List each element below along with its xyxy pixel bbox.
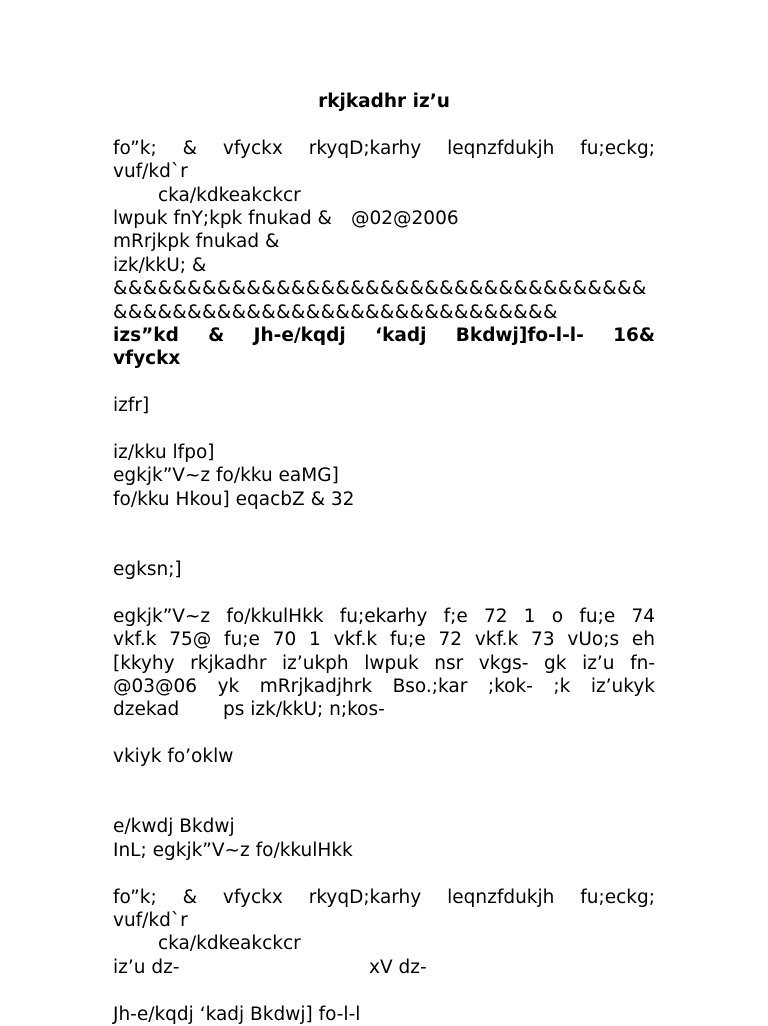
copy-to-line-3: fo/kku Hkou] eqacbZ & 32 — [113, 488, 355, 510]
spacer — [113, 371, 655, 394]
body-line-4: @03@06 yk mRrjkadjhrk Bso.;kar ;kok- ;k iz’ukyk — [113, 676, 655, 698]
spacer — [113, 511, 655, 534]
spacer — [113, 862, 655, 885]
ampersand-divider-1: &&&&&&&&&&&&&&&&&&&&&&&&&&&&&&&&&&&& — [113, 278, 647, 300]
signature-name: e/kwdj Bkdwj — [113, 816, 235, 838]
footer-subject-line-2: vuf/kd`r — [113, 910, 188, 932]
reply-date-label: mRrjkpk fnukad & — [113, 231, 280, 253]
subject-line-2: vuf/kd`r — [113, 161, 188, 183]
copy-to-line-1: iz/kku lfpo] — [113, 442, 215, 464]
file-label: izk/kkU; & — [113, 254, 207, 276]
question-line-1: izs”kd & Jh-e/kqdj ‘kadj Bkdwj]fo-l-l- 16& — [113, 325, 655, 347]
footer-last-line: Jh-e/kqdj ‘kadj Bkdwj] fo-l-l — [113, 1003, 361, 1025]
spacer — [113, 418, 655, 441]
body-line-5-start: dzekad — [113, 699, 180, 721]
received-date-row — [113, 207, 655, 230]
body-line-5 — [113, 698, 655, 721]
spacer — [113, 769, 655, 792]
group-number-label: xV dz- — [369, 956, 427, 978]
document-page — [113, 90, 655, 1026]
body-line-3: [kkyhy rkjkadhr iz’ukph lwpuk nsr vkgs- gk iz’u fn- — [113, 652, 655, 674]
body-line-5-end: ps izk/kkU; n;kos- — [223, 699, 385, 721]
spacer — [113, 581, 655, 604]
document-title: rkjkadhr iz’u — [318, 91, 450, 112]
ampersand-divider-2: &&&&&&&&&&&&&&&&&&&&&&&&&&&&&& — [113, 301, 558, 323]
spacer — [113, 535, 655, 558]
subject-line-3: cka/kdkeakckcr — [158, 184, 301, 206]
salutation: egksn;] — [113, 559, 182, 581]
received-date-value: @02@2006 — [351, 208, 459, 230]
question-number-row — [113, 956, 655, 979]
spacer — [113, 792, 655, 815]
body-line-1: egkjk”V~z fo/kkulHkk fu;ekarhy f;e 72 1 o fu;e 74 — [113, 605, 655, 627]
question-line-2: vfyckx — [113, 348, 181, 370]
question-number-label: iz’u dz- — [113, 956, 180, 978]
copy-to-heading: izfr] — [113, 395, 150, 417]
footer-subject-line-1: fo”k; & vfyckx rkyqD;karhy leqnzfdukjh fu;eckg; — [113, 886, 655, 908]
signature-role: InL; egkjk”V~z fo/kkulHkk — [113, 839, 353, 861]
body-line-2: vkf.k 75@ fu;e 70 1 vkf.k fu;e 72 vkf.k 73 vUo;s eh — [113, 629, 655, 651]
closing: vkiyk fo’oklw — [113, 746, 234, 768]
spacer — [113, 113, 655, 136]
spacer — [113, 722, 655, 745]
copy-to-line-2: egkjk”V~z fo/kku eaMG] — [113, 465, 339, 487]
spacer — [113, 979, 655, 1002]
received-date-label: lwpuk fnY;kpk fnukad & — [113, 208, 332, 230]
subject-line-1: fo”k; & vfyckx rkyqD;karhy leqnzfdukjh fu;eckg; — [113, 137, 655, 159]
footer-subject-line-3: cka/kdkeakckcr — [158, 933, 301, 955]
